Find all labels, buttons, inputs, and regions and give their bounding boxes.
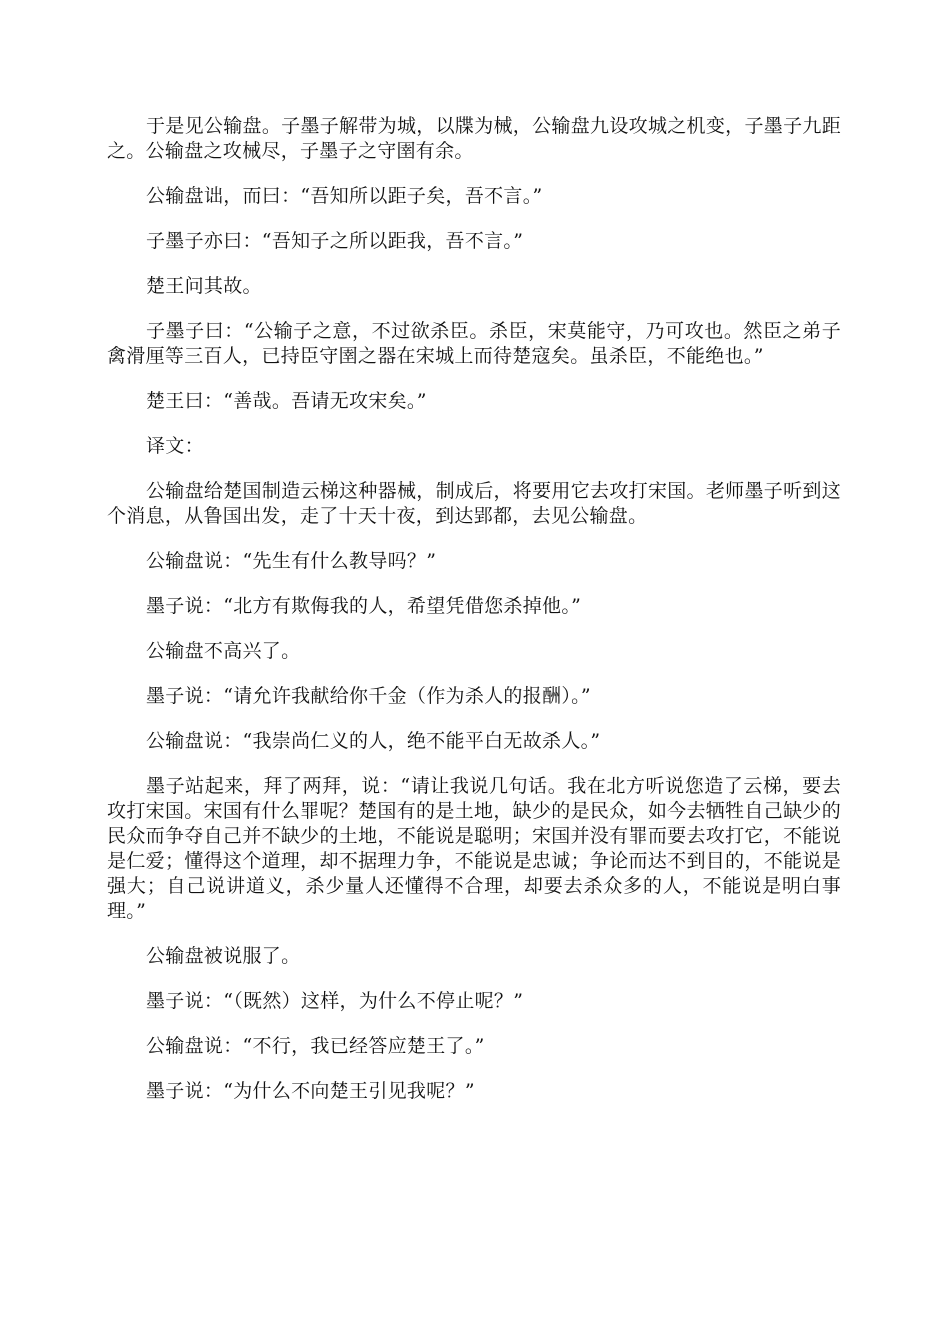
paragraph-12: 墨子说：“请允许我献给你千金（作为杀人的报酬）。” [146,685,591,707]
paragraph-5: 子墨子曰：“公输子之意，不过欲杀臣。杀臣，宋莫能守，乃可攻也。然臣之弟子禽滑厘等三百人，已持臣守圉之器在宋城上而待楚寇矣。虽杀臣，不能绝也。” [107,320,841,367]
paragraph-8: 公输盘给楚国制造云梯这种器械，制成后，将要用它去攻打宋国。老师墨子听到这个消息，从鲁国出发，走了十天十夜，到达郢都，去见公输盘。 [107,480,841,527]
paragraph-16: 墨子说：“（既然）这样，为什么不停止呢？” [146,990,524,1012]
paragraph-10: 墨子说：“北方有欺侮我的人，希望凭借您杀掉他。” [146,595,582,617]
paragraph-1: 于是见公输盘。子墨子解带为城，以牒为械，公输盘九设攻城之机变，子墨子九距之。公输盘之攻械尽，子墨子之守圉有余。 [107,115,841,162]
paragraph-13: 公输盘说：“我崇尚仁义的人，绝不能平白无故杀人。” [146,730,601,752]
paragraph-2: 公输盘诎，而曰：“吾知所以距子矣，吾不言。” [146,185,543,207]
paragraph-4: 楚王问其故。 [146,275,262,297]
paragraph-17: 公输盘说：“不行，我已经答应楚王了。” [146,1035,485,1057]
paragraph-11: 公输盘不高兴了。 [146,640,301,662]
paragraph-14: 墨子站起来，拜了两拜，说：“请让我说几句话。我在北方听说您造了云梯，要去攻打宋国。宋国有什么罪呢？楚国有的是土地，缺少的是民众，如今去牺牲自己缺少的民众而争夺自己并不缺少的土地，不能说是聪明；宋国并没有罪而要去攻打它，不能说是仁爱；懂得这个道理，却不据理力争，不能说是忠诚；争论而达不到目的，不能说是强大；自己说讲道义，杀少量人还懂得不合理，却要去杀众多的人，不能说是明白事理。” [107,775,841,922]
document-page [107,114,841,1124]
paragraph-15: 公输盘被说服了。 [146,945,301,967]
paragraph-3: 子墨子亦曰：“吾知子之所以距我，吾不言。” [146,230,524,252]
paragraph-6: 楚王曰：“善哉。吾请无攻宋矣。” [146,390,427,412]
translation-heading: 译文： [146,435,204,457]
paragraph-18: 墨子说：“为什么不向楚王引见我呢？” [146,1080,475,1102]
paragraph-9: 公输盘说：“先生有什么教导吗？” [146,550,437,572]
